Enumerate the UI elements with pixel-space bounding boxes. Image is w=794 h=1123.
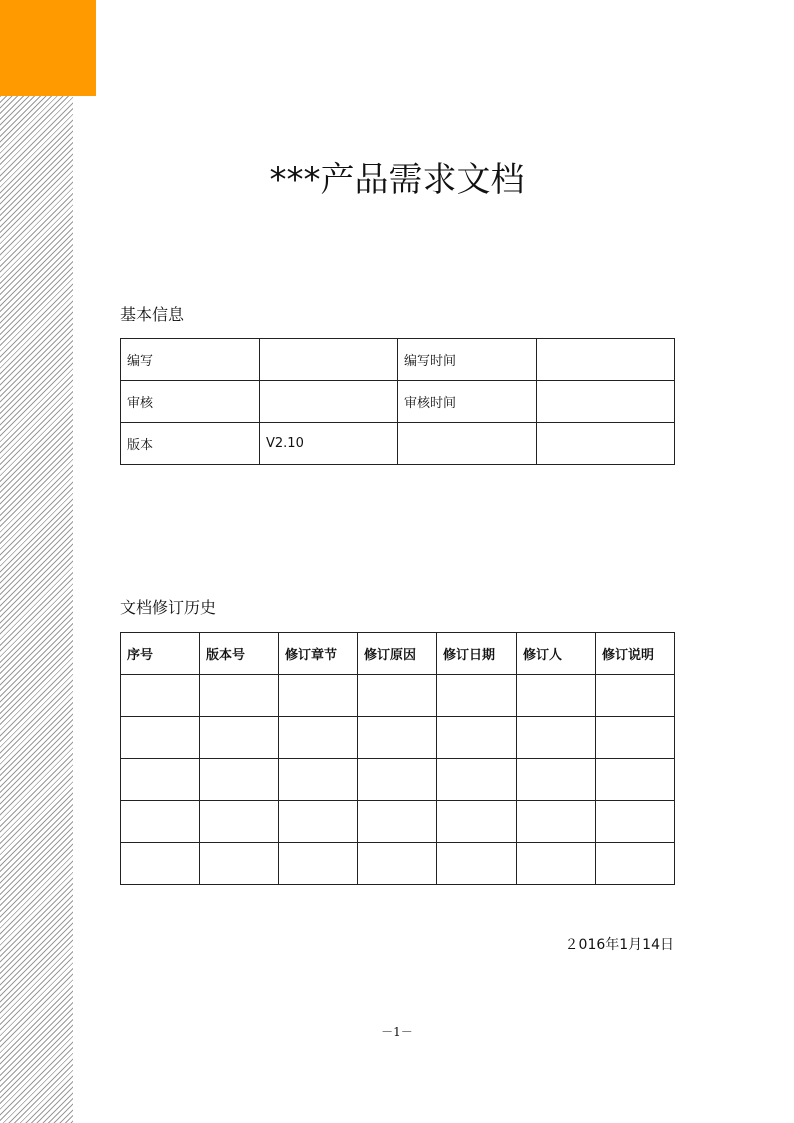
table-cell: 编写	[121, 339, 260, 381]
table-cell	[537, 339, 675, 381]
column-header: 修订章节	[279, 633, 358, 675]
table-cell	[121, 801, 200, 843]
table-row	[121, 843, 675, 885]
table-row	[121, 339, 675, 381]
revision-history-heading: 文档修订历史	[120, 598, 217, 617]
decorative-stripes	[0, 96, 73, 1123]
table-row	[121, 801, 675, 843]
table-cell	[279, 801, 358, 843]
table-cell	[200, 843, 279, 885]
table-cell	[437, 843, 517, 885]
table-row	[121, 423, 675, 465]
table-cell	[437, 675, 517, 717]
table-cell	[358, 759, 437, 801]
table-row	[121, 381, 675, 423]
table-cell	[121, 717, 200, 759]
table-cell	[358, 801, 437, 843]
table-cell	[279, 717, 358, 759]
basic-info-heading: 基本信息	[120, 305, 185, 324]
table-cell	[517, 801, 596, 843]
table-cell	[200, 759, 279, 801]
table-cell	[358, 843, 437, 885]
table-header-row	[121, 633, 675, 675]
table-cell	[358, 717, 437, 759]
document-date: ２016年1月14日	[564, 937, 674, 953]
table-cell: 版本	[121, 423, 260, 465]
table-row	[121, 717, 675, 759]
table-cell	[121, 675, 200, 717]
table-cell	[279, 759, 358, 801]
column-header: 修订人	[517, 633, 596, 675]
table-cell	[517, 843, 596, 885]
table-cell	[517, 675, 596, 717]
table-cell	[398, 423, 537, 465]
table-cell	[200, 675, 279, 717]
table-cell	[279, 675, 358, 717]
table-row	[121, 759, 675, 801]
table-cell	[517, 717, 596, 759]
table-cell	[596, 801, 675, 843]
column-header: 修订说明	[596, 633, 675, 675]
table-cell: V2.10	[260, 423, 398, 465]
table-cell	[596, 843, 675, 885]
table-cell	[260, 381, 398, 423]
table-cell	[200, 717, 279, 759]
table-cell: 编写时间	[398, 339, 537, 381]
revision-history-table	[120, 632, 675, 885]
document-title: ***产品需求文档	[269, 160, 525, 200]
table-cell	[358, 675, 437, 717]
basic-info-table	[120, 338, 675, 465]
table-cell	[596, 759, 675, 801]
table-cell	[596, 717, 675, 759]
table-cell	[260, 339, 398, 381]
table-cell: 审核	[121, 381, 260, 423]
table-row	[121, 675, 675, 717]
table-cell	[437, 717, 517, 759]
table-cell	[121, 759, 200, 801]
column-header: 版本号	[200, 633, 279, 675]
column-header: 修订原因	[358, 633, 437, 675]
table-cell	[121, 843, 200, 885]
column-header: 序号	[121, 633, 200, 675]
table-cell	[437, 759, 517, 801]
column-header: 修订日期	[437, 633, 517, 675]
page-number: －1－	[381, 1025, 413, 1039]
orange-corner-block	[0, 0, 96, 96]
table-cell	[200, 801, 279, 843]
table-cell	[437, 801, 517, 843]
table-cell	[279, 843, 358, 885]
table-cell	[537, 381, 675, 423]
table-cell	[517, 759, 596, 801]
table-cell: 审核时间	[398, 381, 537, 423]
table-cell	[596, 675, 675, 717]
table-cell	[537, 423, 675, 465]
